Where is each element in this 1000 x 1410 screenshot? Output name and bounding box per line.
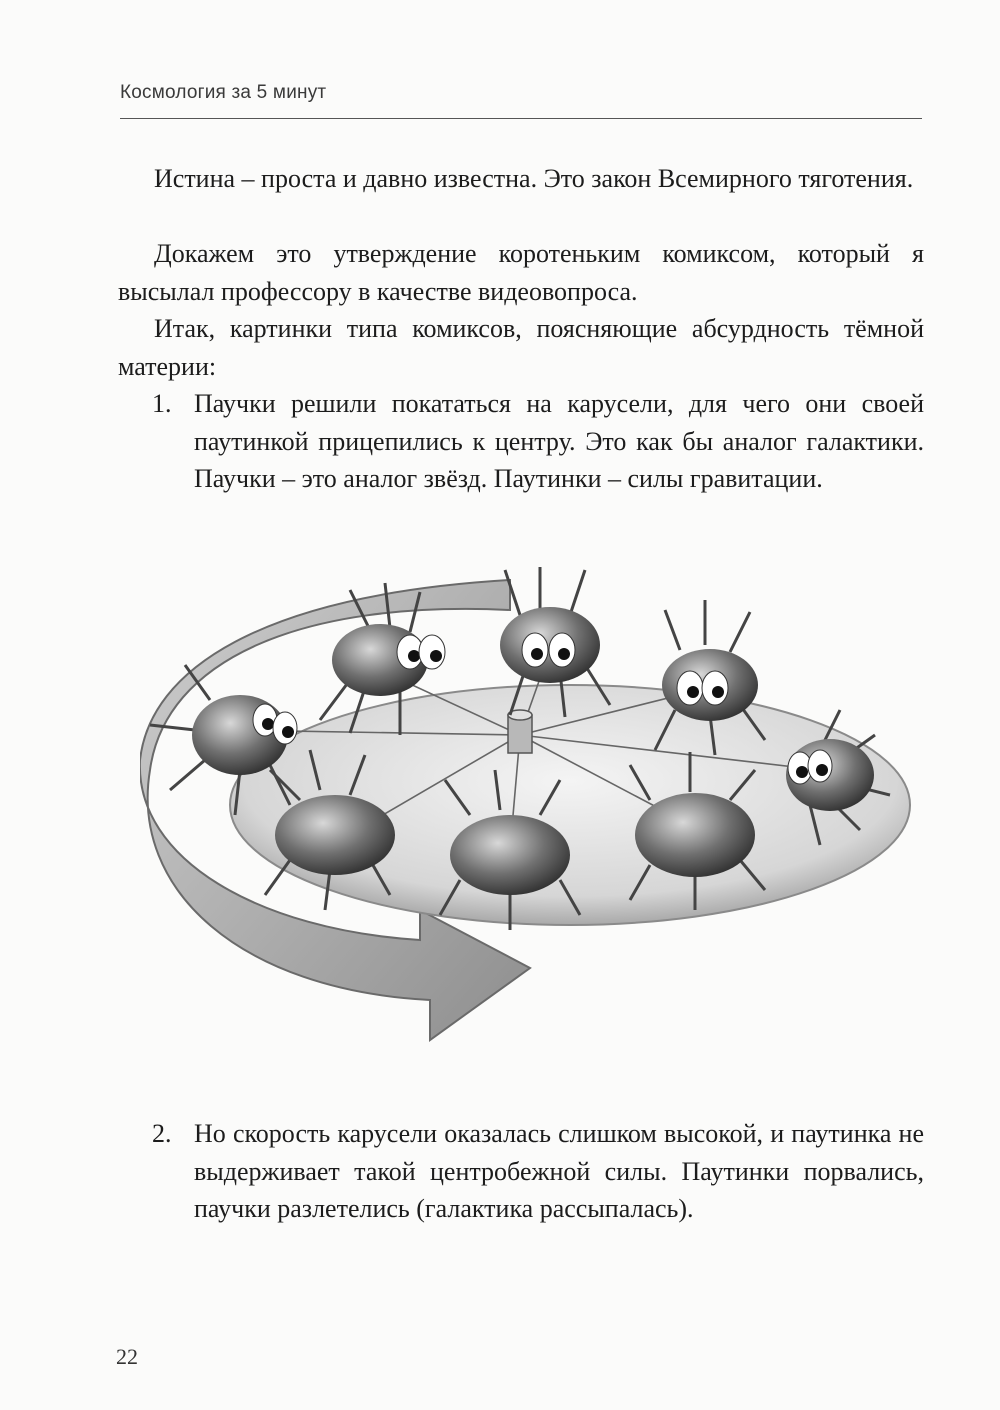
carousel-center-post (508, 710, 532, 753)
paragraph-2: Докажем это утверждение коротеньким комиксом, который я высылал профессору в качестве видеовопроса. (118, 239, 924, 306)
header-rule (120, 118, 922, 119)
list-text: Паучки решили покататься на карусели, для чего они своей паутинкой прицепились к центру. Это как бы аналог галактики. Паучки – это аналог звёзд. Паутинки – силы гравитации. (194, 389, 924, 493)
list-item-2 (118, 1115, 924, 1228)
page-number: 22 (116, 1344, 138, 1369)
list-text: Но скорость карусели оказалась слишком высокой, и паутинка не выдерживает такой центробежной силы. Паутинки порвались, паучки разлетелись (галактика рассыпалась). (194, 1119, 924, 1223)
running-title: Космология за 5 минут (120, 82, 327, 103)
spider-carousel-illustration (140, 560, 930, 1060)
list-number: 2. (152, 1119, 172, 1148)
paragraph-3: Итак, картинки типа комиксов, поясняющие абсурдность тёмной материи: (118, 314, 924, 381)
paragraph-1: Истина – проста и давно известна. Это закон Всемирного тяготения. (154, 164, 914, 193)
list-number: 1. (152, 389, 172, 418)
list-item-1 (118, 385, 924, 498)
